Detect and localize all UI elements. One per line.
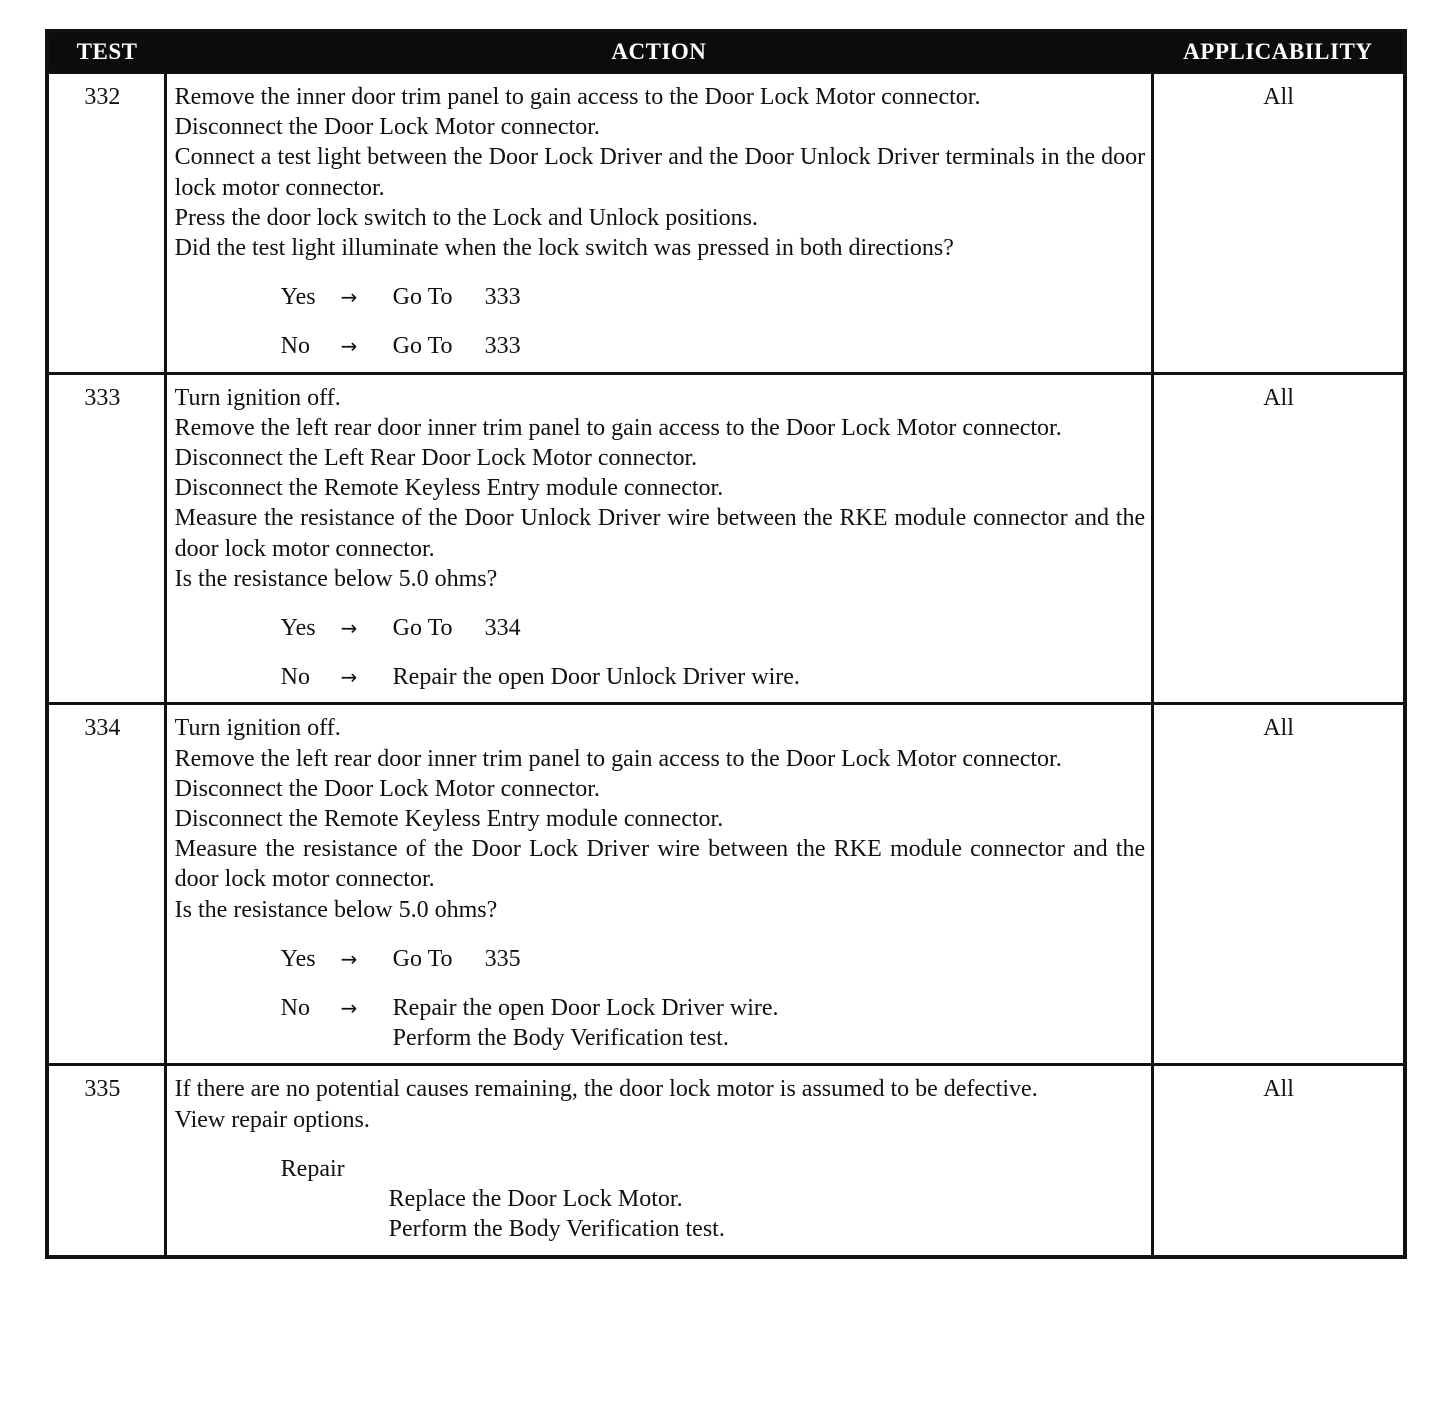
goto-label: Go To <box>392 333 453 360</box>
action-step: Remove the left rear door inner trim panel to gain access to the Door Lock Motor connector. <box>174 745 1062 772</box>
outcome-no <box>175 662 1145 692</box>
test-number: 335 <box>47 1065 165 1257</box>
action-cell <box>165 1065 1152 1257</box>
applicability-value: All <box>1153 373 1405 704</box>
header-applicability: APPLICABILITY <box>1153 31 1405 73</box>
arrow-icon: → <box>340 616 358 641</box>
action-question: Did the test light illuminate when the lock switch was pressed in both directions? <box>174 235 954 262</box>
outcome-yes <box>175 613 1145 643</box>
test-row-335 <box>47 1065 1405 1257</box>
header-test: TEST <box>47 31 165 73</box>
test-number: 333 <box>47 373 165 704</box>
action-step: If there are no potential causes remaining, the door lock motor is assumed to be defective. <box>174 1076 1038 1103</box>
applicability-value: All <box>1153 704 1405 1065</box>
action-step: Disconnect the Left Rear Door Lock Motor connector. <box>174 445 698 472</box>
answer-label: Yes <box>280 615 316 642</box>
action-cell <box>165 704 1152 1065</box>
applicability-value: All <box>1153 73 1405 374</box>
goto-target: 334 <box>484 615 521 642</box>
table-header-row <box>47 31 1405 73</box>
action-step: Disconnect the Remote Keyless Entry module connector. <box>174 475 724 502</box>
repair-instruction: Repair the open Door Lock Driver wire. <box>392 995 779 1022</box>
action-step: Disconnect the Door Lock Motor connector. <box>174 114 600 141</box>
action-question: Is the resistance below 5.0 ohms? <box>174 896 498 923</box>
action-cell <box>165 373 1152 704</box>
action-question: Is the resistance below 5.0 ohms? <box>174 565 498 592</box>
arrow-icon: → <box>340 665 358 690</box>
action-step: Remove the inner door trim panel to gain access to the Door Lock Motor connector. <box>174 84 981 110</box>
outcome-yes <box>175 282 1145 312</box>
answer-label: No <box>280 995 311 1022</box>
action-step: Press the door lock switch to the Lock and Unlock positions. <box>174 204 758 231</box>
action-step: Remove the left rear door inner trim panel to gain access to the Door Lock Motor connector. <box>174 414 1062 441</box>
repair-instruction: Replace the Door Lock Motor. <box>388 1186 683 1213</box>
answer-label: No <box>280 664 311 691</box>
arrow-icon: → <box>340 996 358 1021</box>
arrow-icon: → <box>340 946 358 971</box>
diagnostic-test-table <box>45 29 1407 1259</box>
action-step: Connect a test light between the Door Lock Driver and the Door Unlock Driver terminals in the door lock motor connector. <box>174 144 1146 201</box>
test-number: 332 <box>47 73 165 374</box>
applicability-value: All <box>1153 1065 1405 1257</box>
answer-label: Yes <box>280 284 316 311</box>
test-row-333 <box>47 373 1405 704</box>
action-step: Disconnect the Remote Keyless Entry module connector. <box>174 806 724 833</box>
goto-label: Go To <box>392 615 453 642</box>
action-step: Turn ignition off. <box>174 384 341 411</box>
goto-label: Go To <box>392 284 453 311</box>
action-cell <box>165 73 1152 374</box>
action-step: Disconnect the Door Lock Motor connector. <box>174 775 600 802</box>
header-action: ACTION <box>165 31 1152 73</box>
test-row-332 <box>47 73 1405 374</box>
verification-instruction: Perform the Body Verification test. <box>388 1216 725 1243</box>
action-step: View repair options. <box>174 1106 370 1133</box>
action-step: Turn ignition off. <box>174 715 341 742</box>
repair-instruction: Repair the open Door Unlock Driver wire. <box>392 664 800 691</box>
goto-target: 333 <box>484 333 521 360</box>
goto-target: 335 <box>484 945 521 972</box>
outcome-no <box>175 993 1145 1053</box>
test-number: 334 <box>47 704 165 1065</box>
outcome-yes <box>175 944 1145 974</box>
arrow-icon: → <box>340 285 358 310</box>
arrow-icon: → <box>340 334 358 359</box>
repair-heading: Repair <box>280 1155 345 1182</box>
goto-label: Go To <box>392 945 453 972</box>
test-row-334 <box>47 704 1405 1065</box>
outcome-no <box>175 331 1145 361</box>
answer-label: No <box>280 333 311 360</box>
goto-target: 333 <box>484 284 521 311</box>
verification-instruction: Perform the Body Verification test. <box>392 1025 729 1052</box>
answer-label: Yes <box>280 945 316 972</box>
action-step: Measure the resistance of the Door Lock Driver wire between the RKE module connector and the door lock motor connector. <box>174 836 1146 893</box>
action-step: Measure the resistance of the Door Unlock Driver wire between the RKE module connector and the door lock motor connector. <box>174 505 1146 562</box>
